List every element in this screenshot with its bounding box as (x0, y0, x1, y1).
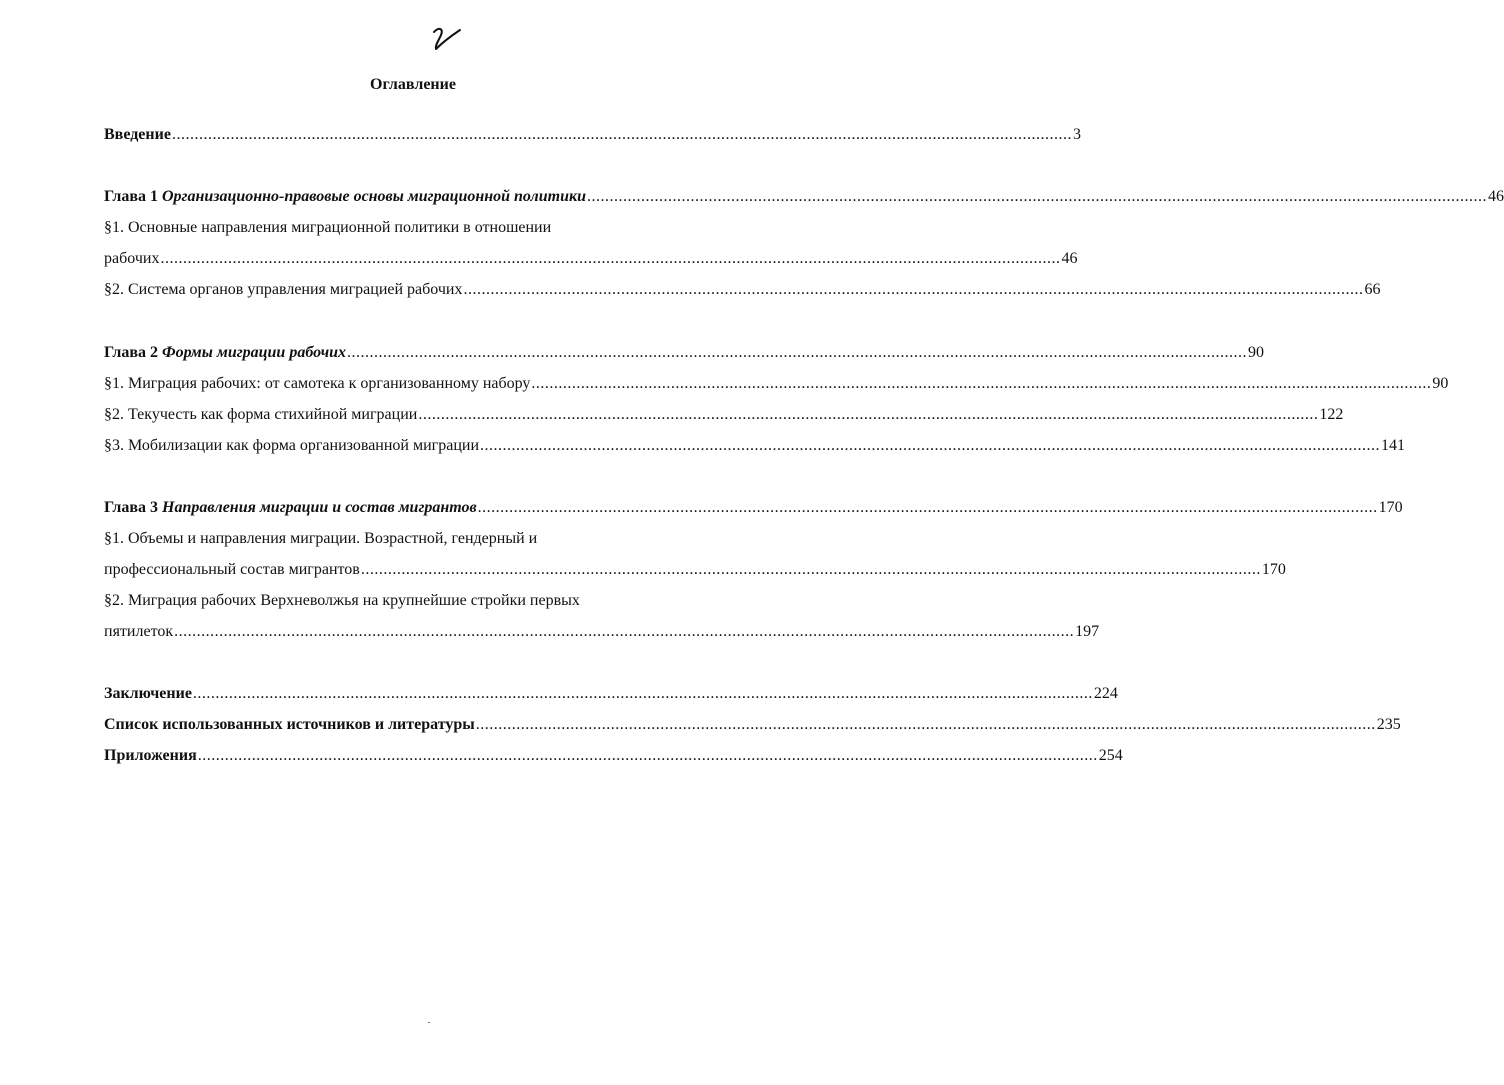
toc-entry-introduction[interactable] (104, 124, 1081, 146)
leader-dots: ........................................................................................................................................................................................................ (418, 406, 1319, 423)
chapter-1-page: 46 (1487, 188, 1504, 205)
chapter-3-title: Направления миграции и состав мигрантов (162, 499, 477, 516)
chapter-2-section-2-page: 122 (1319, 406, 1344, 423)
leader-dots: ........................................................................................................................................................................................................ (463, 281, 1364, 298)
leader-dots: ........................................................................................................................................................................................................ (480, 437, 1381, 454)
toc-entry-appendices[interactable] (104, 745, 1123, 767)
toc-entry-chapter-2-section-1[interactable] (104, 373, 1449, 395)
chapter-3-section-2-page: 197 (1075, 623, 1100, 640)
toc-entry-chapter-1[interactable] (104, 186, 1504, 208)
appendices-label: Приложения (104, 747, 197, 764)
toc-entry-chapter-2-section-3[interactable] (104, 435, 1406, 457)
chapter-3-section-2-line-1: §2. Миграция рабочих Верхневолжья на крупнейшие стройки первых (104, 592, 580, 609)
leader-dots: ........................................................................................................................................................................................................ (174, 623, 1075, 640)
chapter-1-section-2-text: §2. Система органов управления миграцией рабочих (104, 281, 463, 298)
chapter-2-section-3-page: 141 (1381, 437, 1406, 454)
leader-dots: ........................................................................................................................................................................................................ (531, 375, 1432, 392)
chapter-3-section-2-line-2: пятилеток (104, 623, 174, 640)
chapter-2-title: Формы миграции рабочих (162, 344, 346, 361)
toc-entry-bibliography[interactable] (104, 714, 1401, 736)
leader-dots: ........................................................................................................................................................................................................ (586, 188, 1487, 205)
chapter-1-section-1-page: 46 (1061, 250, 1078, 267)
leader-dots: ........................................................................................................................................................................................................ (360, 561, 1261, 578)
chapter-2-section-1-text: §1. Миграция рабочих: от самотека к организованному набору (104, 375, 531, 392)
chapter-2-section-3-text: §3. Мобилизации как форма организованной миграции (104, 437, 480, 454)
introduction-page: 3 (1072, 126, 1081, 143)
chapter-1-section-2-page: 66 (1364, 281, 1381, 298)
toc-entry-chapter-2[interactable] (104, 342, 1264, 364)
toc-entry-chapter-1-section-1[interactable] (104, 248, 1078, 270)
leader-dots: ........................................................................................................................................................................................................ (197, 747, 1098, 764)
bibliography-page: 235 (1376, 716, 1401, 733)
leader-dots: ........................................................................................................................................................................................................ (477, 499, 1378, 516)
chapter-2-label: Глава 2 (104, 344, 158, 361)
leader-dots: ........................................................................................................................................................................................................ (192, 685, 1093, 702)
chapter-2-page: 90 (1247, 344, 1264, 361)
chapter-3-section-1-page: 170 (1261, 561, 1286, 578)
conclusion-label: Заключение (104, 685, 192, 702)
leader-dots: ........................................................................................................................................................................................................ (346, 344, 1247, 361)
chapter-3-page: 170 (1378, 499, 1403, 516)
handwritten-page-number (430, 26, 464, 54)
toc-entry-chapter-1-section-2[interactable] (104, 279, 1381, 301)
conclusion-page: 224 (1093, 685, 1118, 702)
toc-title: Оглавление (370, 76, 456, 93)
leader-dots: ........................................................................................................................................................................................................ (160, 250, 1061, 267)
bibliography-label: Список использованных источников и литературы (104, 716, 475, 733)
appendices-page: 254 (1098, 747, 1123, 764)
chapter-2-section-2-text: §2. Текучесть как форма стихийной миграции (104, 406, 418, 423)
leader-dots: ........................................................................................................................................................................................................ (171, 126, 1072, 143)
toc-entry-conclusion[interactable] (104, 683, 1118, 705)
toc-entry-chapter-2-section-2[interactable] (104, 404, 1344, 426)
chapter-2-section-1-page: 90 (1432, 375, 1449, 392)
introduction-label: Введение (104, 126, 171, 143)
chapter-1-section-1-line-1: §1. Основные направления миграционной политики в отношении (104, 219, 552, 236)
chapter-1-label: Глава 1 (104, 188, 158, 205)
chapter-3-section-1-line-1: §1. Объемы и направления миграции. Возрастной, гендерный и (104, 530, 538, 547)
chapter-1-title: Организационно-правовые основы миграционной политики (162, 188, 586, 205)
toc-entry-chapter-3-section-2[interactable] (104, 621, 1100, 643)
leader-dots: ........................................................................................................................................................................................................ (475, 716, 1376, 733)
toc-entry-chapter-3-section-1[interactable] (104, 559, 1286, 581)
chapter-3-section-1-line-2: профессиональный состав мигрантов (104, 561, 360, 578)
chapter-1-section-1-line-2: рабочих (104, 250, 160, 267)
scan-speck (428, 1022, 430, 1023)
toc-entry-chapter-3[interactable] (104, 497, 1403, 519)
chapter-3-label: Глава 3 (104, 499, 158, 516)
